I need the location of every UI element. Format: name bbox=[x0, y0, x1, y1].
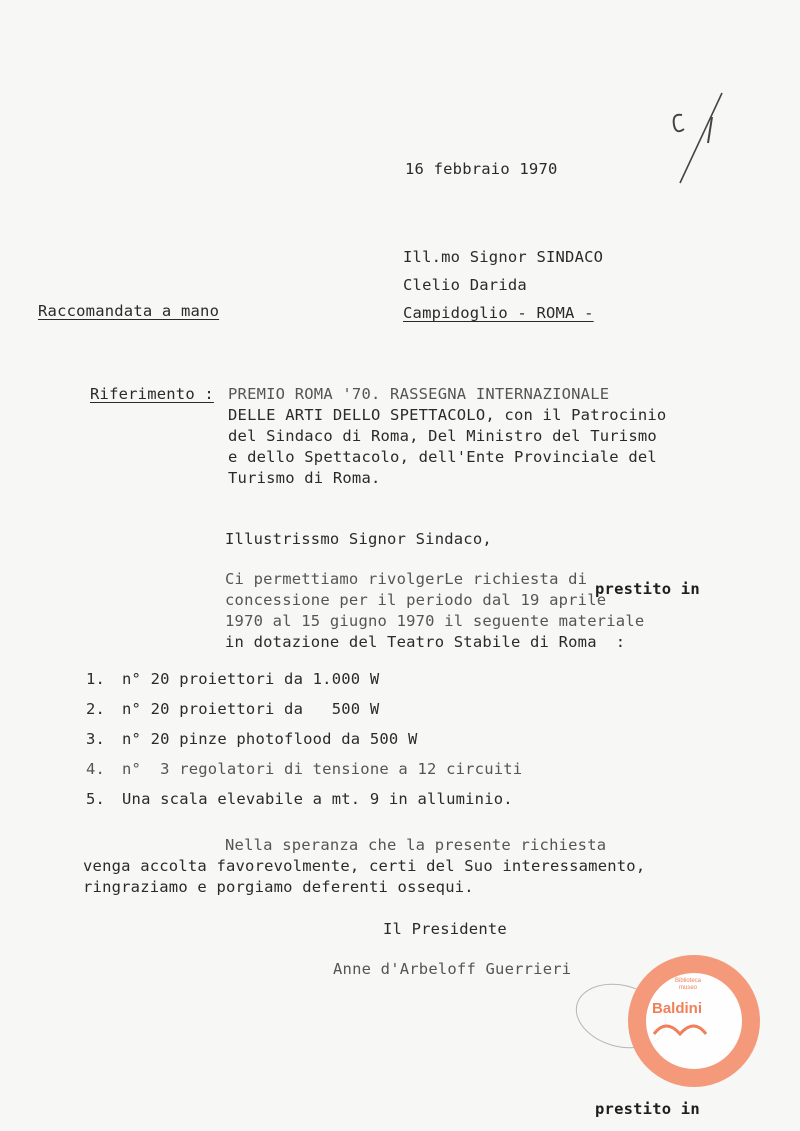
recipient-line-3: Campidoglio - ROMA - bbox=[403, 304, 594, 322]
list-item-number: 1. bbox=[86, 670, 106, 688]
list-item: Una scala elevabile a mt. 9 in alluminio. bbox=[122, 790, 513, 808]
footer-insert: prestito in bbox=[595, 1100, 700, 1118]
list-item: n° 3 regolatori di tensione a 12 circuiti bbox=[122, 760, 523, 778]
reference-line: Turismo di Roma. bbox=[228, 469, 381, 487]
body-line: concessione per il periodo dal 19 aprile bbox=[225, 591, 607, 609]
body-line: in dotazione del Teatro Stabile di Roma : bbox=[225, 633, 626, 651]
recipient-line-2: Clelio Darida bbox=[403, 276, 527, 294]
closing-line: ringraziamo e porgiamo deferenti ossequi. bbox=[83, 878, 474, 896]
list-item-number: 5. bbox=[86, 790, 106, 808]
letter-date: 16 febbraio 1970 bbox=[405, 160, 558, 178]
library-stamp-icon bbox=[652, 1018, 708, 1036]
reference-line: PREMIO ROMA '70. RASSEGNA INTERNAZIONALE bbox=[228, 385, 610, 403]
list-item-number: 3. bbox=[86, 730, 106, 748]
list-item: n° 20 proiettori da 1.000 W bbox=[122, 670, 380, 688]
reference-line: DELLE ARTI DELLO SPETTACOLO, con il Patrocinio bbox=[228, 406, 667, 424]
list-item-number: 4. bbox=[86, 760, 106, 778]
list-item-number: 2. bbox=[86, 700, 106, 718]
closing-line: Nella speranza che la presente richiesta bbox=[225, 836, 607, 854]
delivery-note: Raccomandata a mano bbox=[38, 302, 220, 320]
list-item: n° 20 proiettori da 500 W bbox=[122, 700, 380, 718]
correction-insert: prestito in bbox=[595, 580, 700, 598]
reference-label bbox=[90, 385, 214, 403]
signature-name: Anne d'Arbeloff Guerrieri bbox=[333, 960, 572, 978]
list-item: n° 20 pinze photoflood da 500 W bbox=[122, 730, 418, 748]
library-stamp-brand: Baldini bbox=[652, 1000, 703, 1017]
handwritten-mark bbox=[660, 85, 740, 195]
body-line: Ci permettiamo rivolgerLe richiesta di bbox=[225, 570, 588, 588]
library-stamp-small-text: Biblioteca museo bbox=[674, 978, 701, 991]
body-line: 1970 al 15 giugno 1970 il seguente materiale bbox=[225, 612, 645, 630]
reference-line: del Sindaco di Roma, Del Ministro del Turismo bbox=[228, 427, 657, 445]
signature-title: Il Presidente bbox=[383, 920, 507, 938]
salutation: Illustrissmo Signor Sindaco, bbox=[225, 530, 492, 548]
closing-line: venga accolta favorevolmente, certi del Suo interessamento, bbox=[83, 857, 646, 875]
reference-label-text: Riferimento : bbox=[90, 385, 214, 403]
recipient-line-1: Ill.mo Signor SINDACO bbox=[403, 248, 604, 266]
reference-line: e dello Spettacolo, dell'Ente Provinciale del bbox=[228, 448, 657, 466]
